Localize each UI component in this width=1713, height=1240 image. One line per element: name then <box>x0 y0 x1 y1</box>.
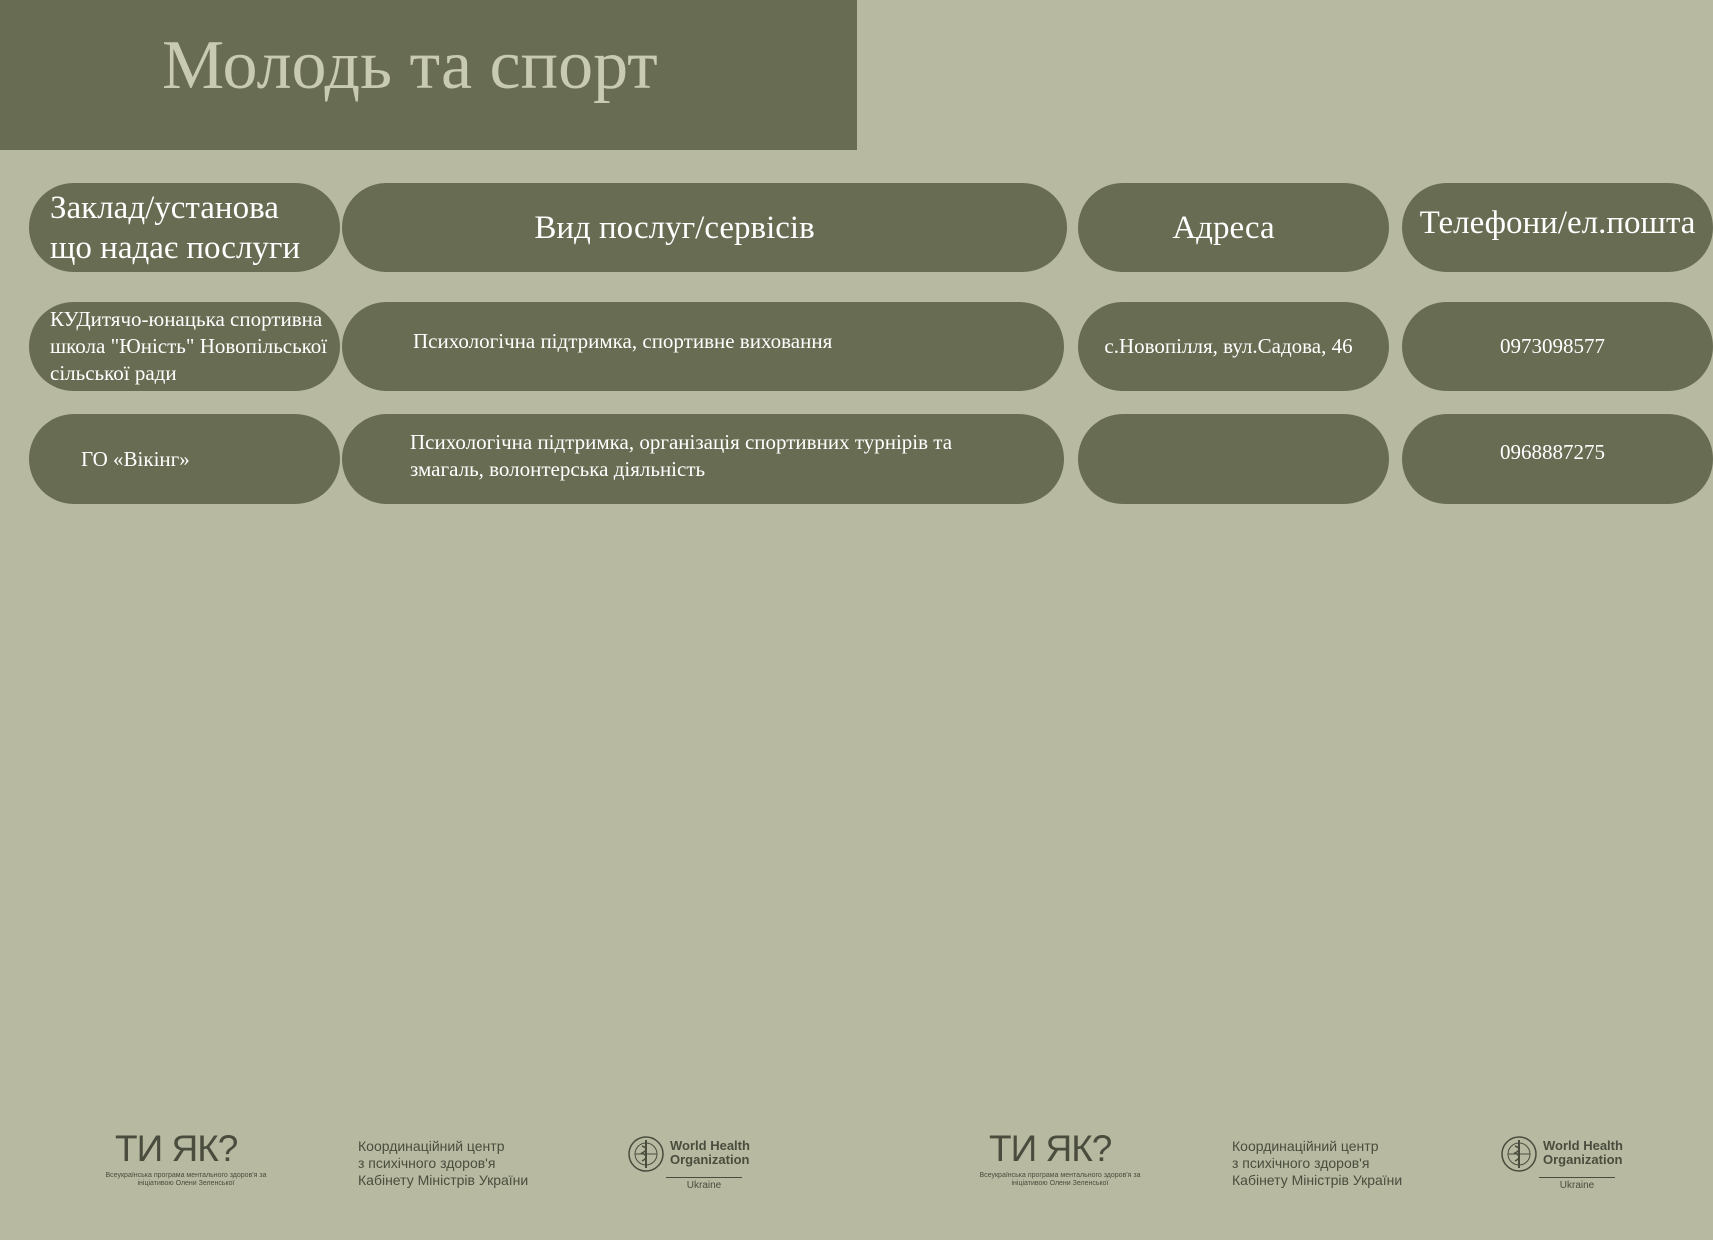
title-banner <box>0 0 857 150</box>
header-services <box>342 183 1067 272</box>
header-contact <box>1402 183 1713 272</box>
table-row-2-contact <box>1402 414 1713 504</box>
who-line-1: World Health <box>1543 1138 1623 1153</box>
who-line-2: Organization <box>670 1152 750 1167</box>
who-line-2: Organization <box>1543 1152 1623 1167</box>
tiyak-logo <box>972 1128 1152 1198</box>
who-line-1: World Health <box>670 1138 750 1153</box>
header-address-label: Адреса <box>1172 209 1275 246</box>
coordination-line-2: з психічного здоров'я <box>1232 1155 1370 1171</box>
table-row-2-contact-text: 0968887275 <box>1500 439 1605 464</box>
table-row-2-services <box>342 414 1064 504</box>
who-divider <box>1539 1177 1615 1178</box>
who-logo-text <box>670 1139 750 1167</box>
table-row-2-services-text: Психологічна підтримка, організація спортивних турнірів та змагаль, волонтерська діяльність <box>410 430 953 481</box>
footer-logos-left <box>0 1128 857 1198</box>
header-services-label: Вид послуг/сервісів <box>534 209 815 246</box>
table-row-1-contact <box>1402 302 1713 391</box>
table-row-2-institution <box>29 414 340 504</box>
header-institution <box>29 183 340 272</box>
who-emblem-icon <box>626 1134 666 1174</box>
footer-logos-right <box>857 1128 1713 1198</box>
table-row-1-services <box>342 302 1064 391</box>
tiyak-logo-word: ТИ ЯК? <box>989 1128 1112 1169</box>
header-address <box>1078 183 1389 272</box>
coordination-center-label <box>358 1138 528 1189</box>
who-logo <box>626 1132 750 1192</box>
header-contact-label: Телефони/ел.пошта <box>1419 204 1696 241</box>
table-row-1-contact-text: 0973098577 <box>1500 334 1605 358</box>
who-country: Ukraine <box>686 1180 722 1191</box>
who-logo <box>1499 1132 1623 1192</box>
coordination-line-1: Координаційний центр <box>358 1138 505 1154</box>
tiyak-logo-word: ТИ ЯК? <box>115 1128 238 1169</box>
who-logo-text <box>1543 1139 1623 1167</box>
table-row-1-address <box>1078 302 1389 391</box>
tiyak-logo <box>98 1128 278 1198</box>
table-row-2-institution-text: ГО «Вікінг» <box>81 446 190 471</box>
who-emblem-icon <box>1499 1134 1539 1174</box>
who-divider <box>666 1177 742 1178</box>
table-row-1-address-text: с.Новопілля, вул.Садова, 46 <box>1104 334 1353 358</box>
coordination-line-1: Координаційний центр <box>1232 1138 1379 1154</box>
coordination-center-label <box>1232 1138 1402 1189</box>
table-row-2-address <box>1078 414 1389 504</box>
who-country: Ukraine <box>1559 1180 1595 1191</box>
table-row-1-services-text: Психологічна підтримка, спортивне виховання <box>413 329 833 353</box>
coordination-line-3: Кабінету Міністрів України <box>358 1172 529 1188</box>
table-row-1-institution <box>29 302 340 391</box>
table-row-1-institution-text: КУДитячо-юнацька спортивна школа "Юність" Новопільської сільської ради <box>50 307 328 385</box>
coordination-line-2: з психічного здоров'я <box>358 1155 496 1171</box>
page-title: Молодь та спорт <box>162 27 658 104</box>
coordination-line-3: Кабінету Міністрів України <box>1232 1172 1403 1188</box>
tiyak-logo-subtitle: Всеукраїнська програма ментального здоров'я за ініціативою Олени Зеленської <box>979 1172 1141 1187</box>
tiyak-logo-subtitle: Всеукраїнська програма ментального здоров'я за ініціативою Олени Зеленської <box>105 1172 267 1187</box>
header-institution-label: Заклад/установа що надає послуги <box>50 189 301 266</box>
